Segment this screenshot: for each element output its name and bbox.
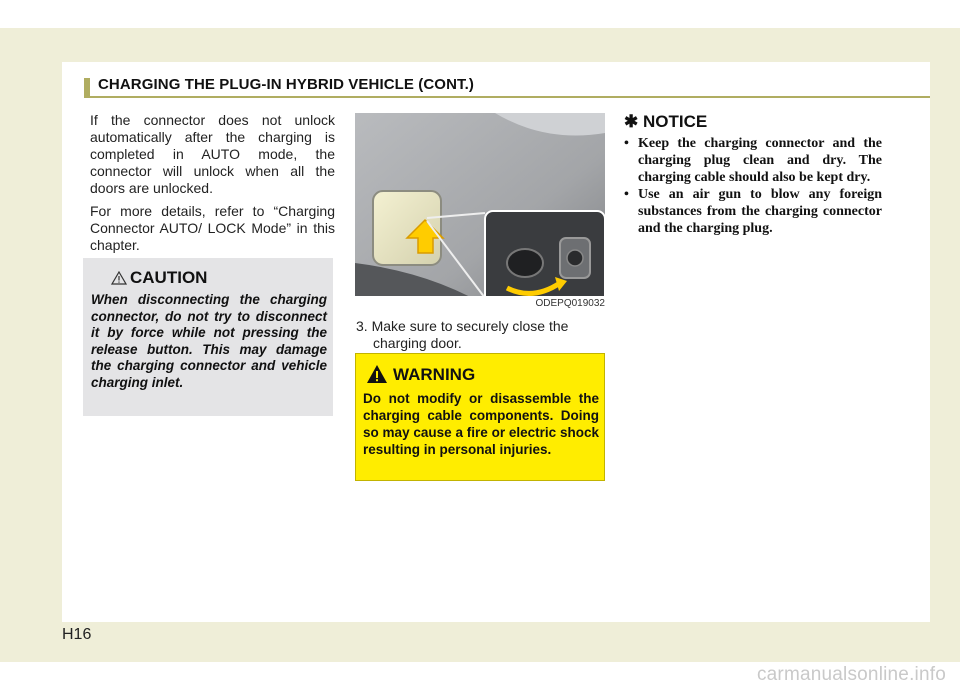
intro-text — [90, 112, 335, 260]
step-3 — [356, 318, 606, 352]
caution-triangle-icon — [111, 271, 127, 285]
bullet-icon: • — [624, 187, 629, 202]
intro-paragraph-1: If the connector does not unlock automatically after the charging is completed in AUTO mode, the connector will unlock when all the doors are unlocked. — [90, 112, 335, 196]
header-accent-bar — [84, 78, 90, 98]
header-rule — [84, 96, 930, 98]
figure-caption: ODEPQ019032 — [355, 296, 605, 311]
step-text-line1: Make sure to securely close the — [371, 318, 569, 334]
warning-title: WARNING — [393, 365, 476, 384]
step-number: 3. — [356, 318, 368, 334]
watermark: carmanualsonline.info — [756, 664, 946, 685]
warning-triangle-icon — [366, 364, 388, 384]
step-text-line2: charging door. — [373, 335, 462, 351]
notice-title: ✱ NOTICE — [624, 112, 708, 131]
bullet-icon: • — [624, 136, 629, 151]
notice-item: • Use an air gun to blow any foreign substances from the charging connector and the charging plug. — [624, 187, 882, 236]
charging-door-photo — [355, 113, 605, 311]
page-number: H16 — [62, 626, 92, 643]
section-title: CHARGING THE PLUG-IN HYBRID VEHICLE (CONT.) — [98, 76, 474, 93]
caution-title: CAUTION — [130, 268, 208, 287]
notice-item: • Keep the charging connector and the charging plug clean and dry. The charging cable should also be kept dry. — [624, 136, 882, 185]
intro-paragraph-2: For more details, refer to “Charging Connector AUTO/ LOCK Mode” in this chapter. — [90, 203, 335, 253]
caution-body: When disconnecting the charging connector, do not try to disconnect it by force while not pressing the release button. This may damage the charging connector and vehicle charging inlet. — [91, 292, 327, 390]
notice-list — [624, 135, 882, 237]
warning-body: Do not modify or disassemble the charging cable components. Doing so may cause a fire or electric shock resulting in personal injuries. — [363, 391, 599, 457]
charging-door-illustration — [355, 113, 605, 311]
